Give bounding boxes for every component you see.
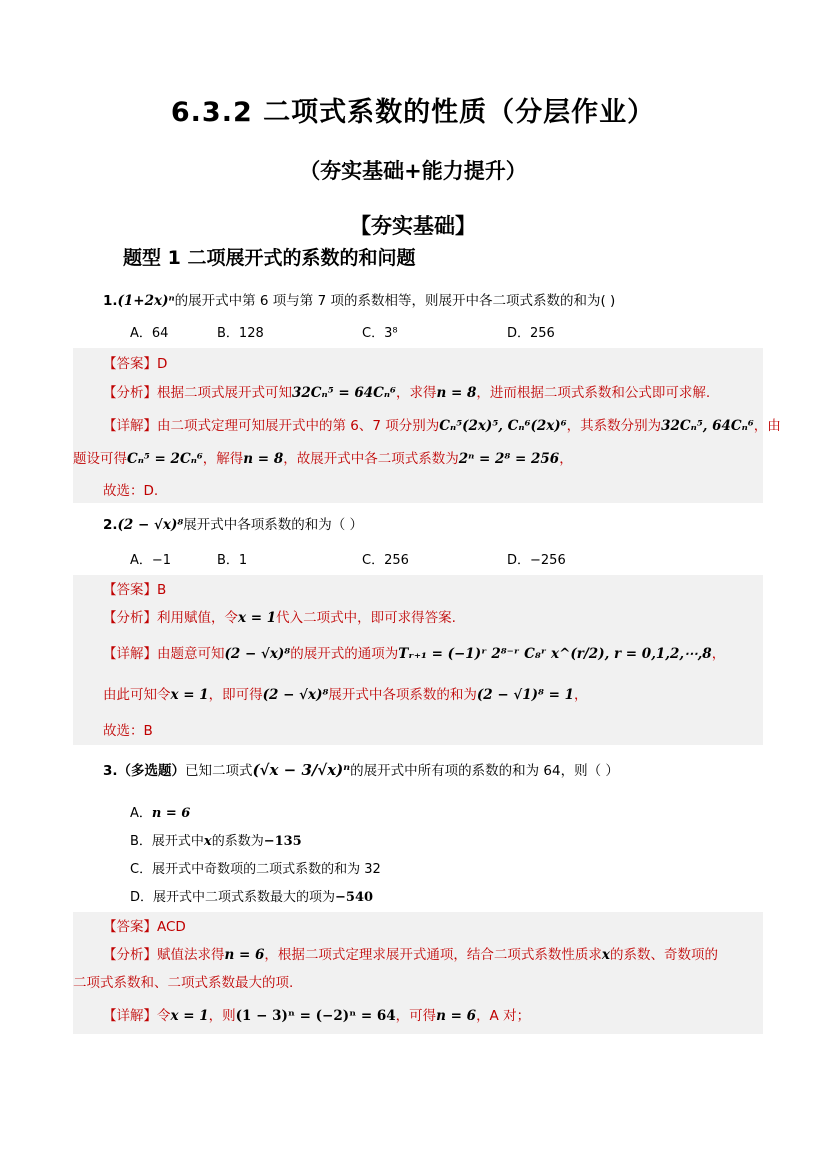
math-expression: 32Cₙ⁵ = 64Cₙ⁶: [292, 385, 396, 401]
math-expression: 32Cₙ⁵, 64Cₙ⁶: [661, 418, 754, 434]
question-text: 的展开式中所有项的系数的和为 64，则（ ）: [350, 763, 619, 779]
option-label: B．展开式中: [130, 834, 204, 849]
math-expression: x = 1: [238, 610, 277, 626]
analysis-line-2: 二项式系数和、二项式系数最大的项.: [73, 975, 294, 991]
detail-text: ，故展开式中各二项式系数为: [283, 451, 459, 467]
math-expression: Cₙ⁵ = 2Cₙ⁶: [127, 451, 203, 467]
math-expression: n = 6: [436, 1008, 477, 1024]
option-d: D．256: [507, 326, 555, 341]
detail-text: 题设可得: [73, 451, 127, 467]
detail-line-1: [103, 642, 725, 662]
option-c: C．3⁸: [362, 326, 398, 341]
detail-text: ，: [574, 687, 588, 703]
detail-text: ，由: [753, 418, 781, 434]
math-expression: −135: [263, 834, 302, 849]
math-expression: 2ⁿ = 2⁸ = 256: [458, 451, 560, 467]
question-1: [103, 289, 615, 309]
detail-text: 由二项式定理可知展开式中的第 6、7 项分别为: [157, 418, 440, 434]
answer-label: 【答案】ACD: [103, 919, 186, 935]
detail-line-1: [103, 414, 781, 434]
detail-text: 展开式中各项系数的和为: [328, 687, 477, 703]
math-expression: n = 8: [436, 385, 477, 401]
detail-tag: 【详解】: [103, 646, 157, 662]
math-expression: n = 8: [243, 451, 284, 467]
option-c: C．256: [362, 553, 409, 568]
option-a: A．64: [130, 326, 169, 341]
conclusion: 故选：B: [103, 723, 153, 739]
option-d: [130, 886, 373, 905]
option-c: C．展开式中奇数项的二项式系数的和为 32: [130, 862, 381, 877]
math-expression: (1+2x)ⁿ: [117, 293, 175, 309]
math-expression: n = 6: [151, 806, 191, 821]
option-a: A．−1: [130, 553, 172, 568]
question-number: 2.: [103, 517, 118, 533]
analysis-text: 根据二项式展开式可知: [157, 385, 292, 401]
analysis-line: [103, 606, 456, 626]
math-expression: Tᵣ₊₁ = (−1)ʳ 2⁸⁻ʳ C₈ʳ x^(r/2), r = 0,1,2,⋯,8: [398, 646, 712, 662]
detail-line: [103, 1004, 530, 1024]
option-label: A．: [130, 806, 152, 821]
math-expression: x: [203, 834, 212, 849]
question-2: [103, 513, 363, 533]
question-type-heading: 题型 1 二项展开式的系数的和问题: [123, 247, 416, 269]
detail-text: ，其系数分别为: [566, 418, 662, 434]
analysis-text: 的系数、奇数项的: [609, 947, 718, 963]
option-b: [130, 830, 302, 849]
analysis-line: [103, 381, 710, 401]
detail-tag: 【详解】: [103, 1008, 157, 1024]
option-d: D．−256: [507, 553, 566, 568]
section-heading: 【夯实基础】: [350, 214, 476, 238]
detail-text: ，可得: [395, 1008, 437, 1024]
analysis-tag: 【分析】: [103, 947, 157, 963]
math-expression: Cₙ⁵(2x)⁵, Cₙ⁶(2x)⁶: [439, 418, 567, 434]
detail-tag: 【详解】: [103, 418, 157, 434]
detail-line-2: [73, 447, 573, 467]
math-expression: x: [601, 947, 610, 963]
detail-text: ，则: [208, 1008, 236, 1024]
analysis-tag: 【分析】: [103, 385, 157, 401]
math-expression: x = 1: [170, 1008, 209, 1024]
answer-label: 【答案】D: [103, 356, 168, 372]
detail-text: ，解得: [202, 451, 244, 467]
question-tag: （多选题）: [117, 763, 186, 779]
detail-text: ，: [559, 451, 573, 467]
option-a: [130, 802, 190, 821]
conclusion: 故选：D.: [103, 483, 159, 499]
question-text: 已知二项式: [185, 763, 253, 779]
math-expression: (2 − √x)⁸: [262, 687, 329, 703]
page-title: 6.3.2 二项式系数的性质（分层作业）: [170, 97, 656, 128]
question-text: 的展开式中第 6 项与第 7 项的系数相等，则展开中各二项式系数的和为( ): [174, 293, 616, 309]
analysis-text: ，根据二项式定理求展开式通项，结合二项式系数性质求: [264, 947, 602, 963]
math-expression: (2 − √1)⁸ = 1: [476, 687, 575, 703]
option-text: 的系数为: [211, 834, 264, 849]
question-number: 1.: [103, 293, 118, 309]
detail-text: ，即可得: [208, 687, 263, 703]
option-label: D．展开式中二项式系数最大的项为: [130, 890, 336, 905]
detail-text: 由题意可知: [157, 646, 225, 662]
analysis-text: 赋值法求得: [157, 947, 225, 963]
analysis-text: ，进而根据二项式系数和公式即可求解.: [476, 385, 711, 401]
detail-text: 令: [157, 1008, 171, 1024]
detail-line-2: [103, 683, 588, 703]
math-expression: n = 6: [224, 947, 265, 963]
option-b: B．1: [217, 553, 248, 568]
page-subtitle: （夯实基础+能力提升）: [299, 159, 527, 183]
analysis-text: 利用赋值，令: [157, 610, 238, 626]
math-expression: (2 − √x)⁸: [224, 646, 291, 662]
detail-text: 的展开式的通项为: [290, 646, 399, 662]
analysis-tag: 【分析】: [103, 610, 157, 626]
question-3: [103, 759, 619, 779]
math-expression: −540: [335, 890, 374, 905]
analysis-line-1: [103, 943, 718, 963]
math-expression: (1 − 3)ⁿ = (−2)ⁿ = 64: [235, 1008, 396, 1024]
detail-text: 由此可知令: [103, 687, 171, 703]
detail-text: ，: [711, 646, 726, 662]
question-number: 3.: [103, 763, 118, 779]
answer-label: 【答案】B: [103, 582, 167, 598]
analysis-text: 代入二项式中，即可求得答案.: [276, 610, 456, 626]
analysis-text: ，求得: [395, 385, 437, 401]
detail-text: ，A 对；: [476, 1008, 531, 1024]
question-text: 展开式中各项系数的和为（ ）: [183, 517, 364, 533]
option-b: B．128: [217, 326, 264, 341]
math-expression: (√x − 3/√x)ⁿ: [252, 761, 351, 779]
math-expression: (2 − √x)⁸: [117, 517, 184, 533]
math-expression: x = 1: [170, 687, 209, 703]
